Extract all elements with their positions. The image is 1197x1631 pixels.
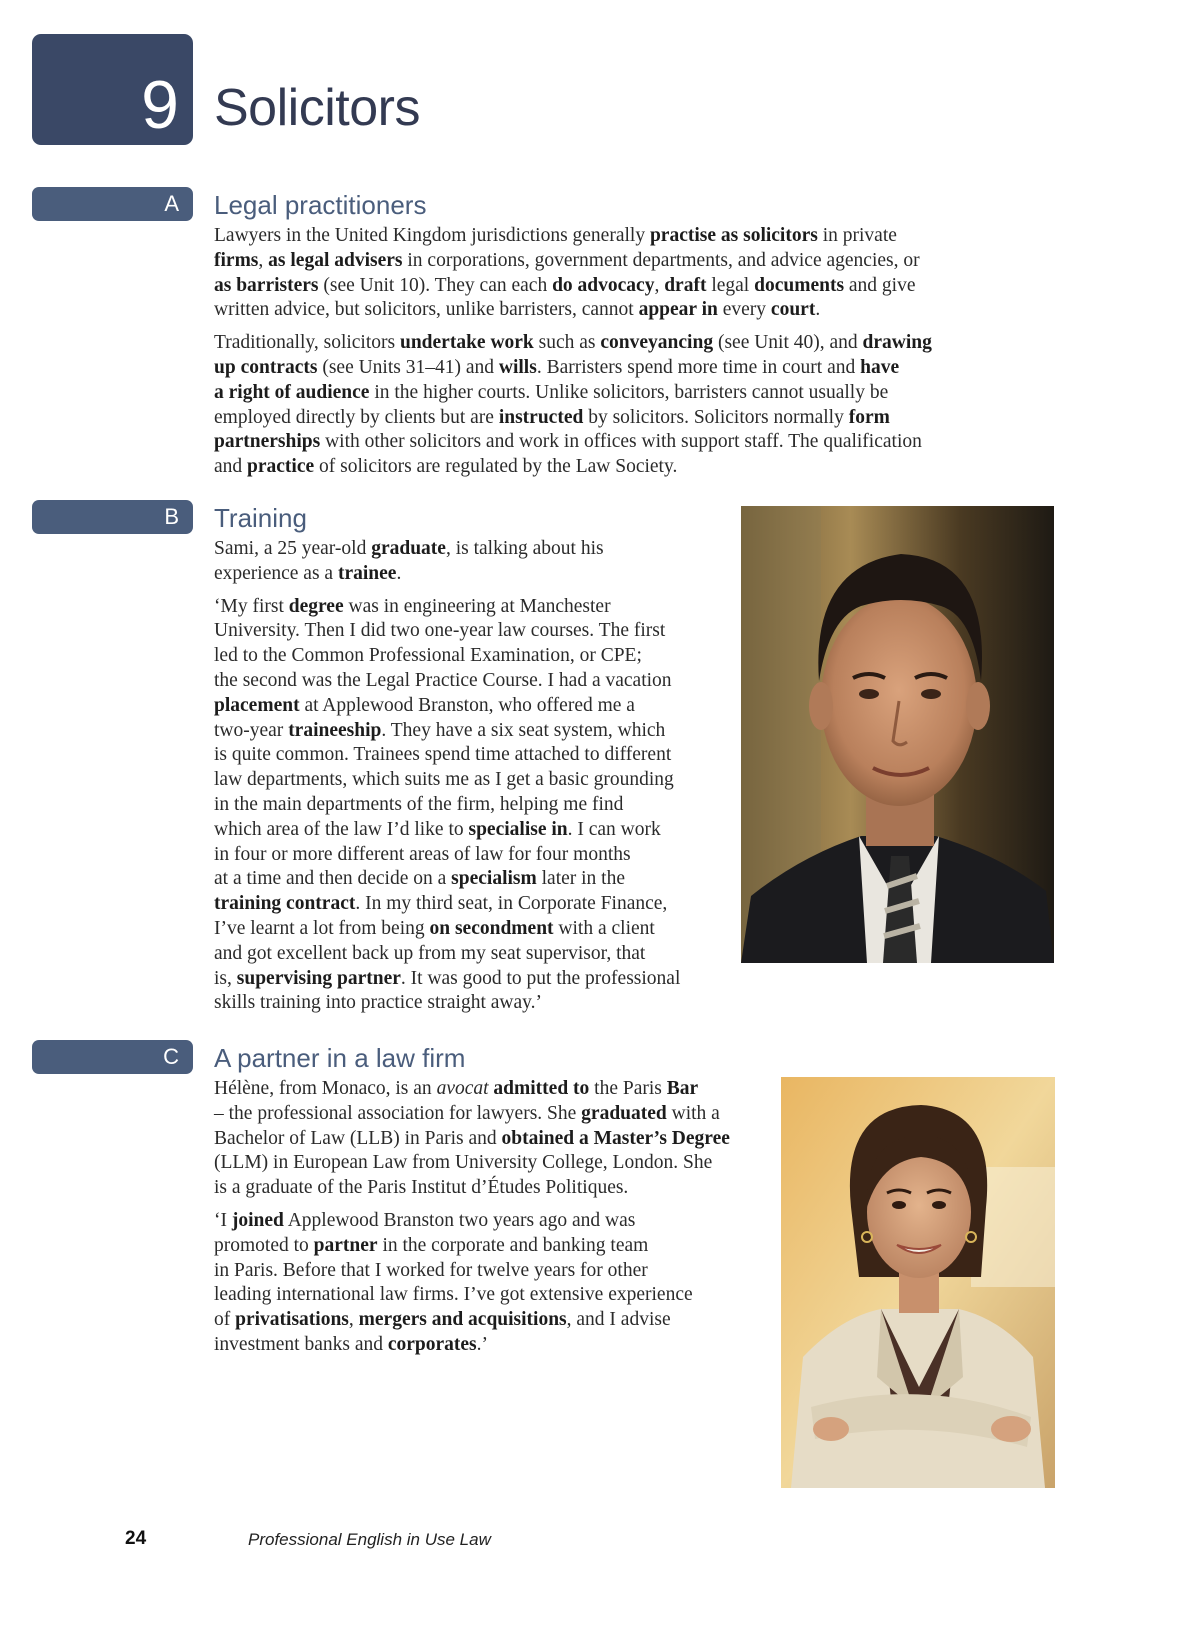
section-b-body bbox=[214, 537, 734, 1024]
paragraph: Sami, a 25 year-old graduate, is talking about his experience as a trainee. bbox=[214, 538, 604, 584]
paragraph: Traditionally, solicitors undertake work such as conveyancing (see Unit 40), and drawing up contracts (see Units 31–41) and wills. Barristers spend more time in court and have a right of audience in the higher courts. Unlike solicitors, barristers cannot usually be employed directly by clients but are instructed by solicitors. Solicitors normally form partnerships with other solicitors and work in offices with support staff. The qualification and practice of solicitors are regulated by the Law Society. bbox=[214, 332, 932, 478]
section-heading: Training bbox=[214, 503, 307, 533]
paragraph: Lawyers in the United Kingdom jurisdictions generally practise as solicitors in private firms, as legal advisers in corporations, government departments, and advice agencies, or as barristers (see Unit 10). They can each do advocacy, draft legal documents and give written advice, but solicitors, unlike barristers, cannot appear in every court. bbox=[214, 225, 920, 321]
section-tab-b bbox=[32, 500, 193, 534]
section-heading: Legal practitioners bbox=[214, 190, 427, 220]
book-title: Professional English in Use Law bbox=[248, 1530, 491, 1549]
paragraph: ‘My first degree was in engineering at Manchester University. Then I did two one-year law courses. The first led to the Common Professional Examination, or CPE; the second was the Legal Practice Course. I had a vacation placement at Applewood Branston, who offered me a two-year traineeship. They have a six seat system, which is quite common. Trainees spend time attached to different law departments, which suits me as I get a basic grounding in the main departments of the firm, helping me find which area of the law I’d like to specialise in. I can work in four or more different areas of law for four months at a time and then decide on a specialism later in the training contract. In my third seat, in Corporate Finance, I’ve learnt a lot from being on secondment with a client and got excellent back up from my seat supervisor, that is, supervising partner. It was good to put the professional skills training into practice straight away.’ bbox=[214, 595, 681, 1014]
trainee-photo-image bbox=[741, 506, 1054, 963]
unit-number-box bbox=[32, 34, 193, 145]
unit-number: 9 bbox=[141, 67, 179, 143]
partner-photo-image bbox=[781, 1077, 1055, 1488]
section-letter: A bbox=[164, 191, 179, 216]
section-heading: A partner in a law firm bbox=[214, 1043, 466, 1073]
section-letter: C bbox=[163, 1044, 179, 1069]
section-c-body bbox=[214, 1077, 774, 1366]
trainee-photo bbox=[741, 506, 1054, 963]
unit-title: Solicitors bbox=[214, 79, 420, 137]
paragraph: ‘I joined Applewood Branston two years ago and was promoted to partner in the corporate and banking team in Paris. Before that I worked for twelve years for other leading international law firms. I’ve got extensive experience of privatisations, mergers and acquisitions, and I advise investment banks and corporates.’ bbox=[214, 1209, 693, 1355]
section-a-body bbox=[214, 224, 1014, 488]
partner-photo bbox=[781, 1077, 1055, 1488]
page-number: 24 bbox=[125, 1528, 147, 1549]
section-letter: B bbox=[164, 504, 179, 529]
section-tab-c bbox=[32, 1040, 193, 1074]
paragraph: Hélène, from Monaco, is an avocat admitted to the Paris Bar – the professional association for lawyers. She graduated with a Bachelor of Law (LLB) in Paris and obtained a Master’s Degree (LLM) in European Law from University College, London. She is a graduate of the Paris Institut d’Études Politiques. bbox=[214, 1078, 730, 1199]
section-tab-a bbox=[32, 187, 193, 221]
